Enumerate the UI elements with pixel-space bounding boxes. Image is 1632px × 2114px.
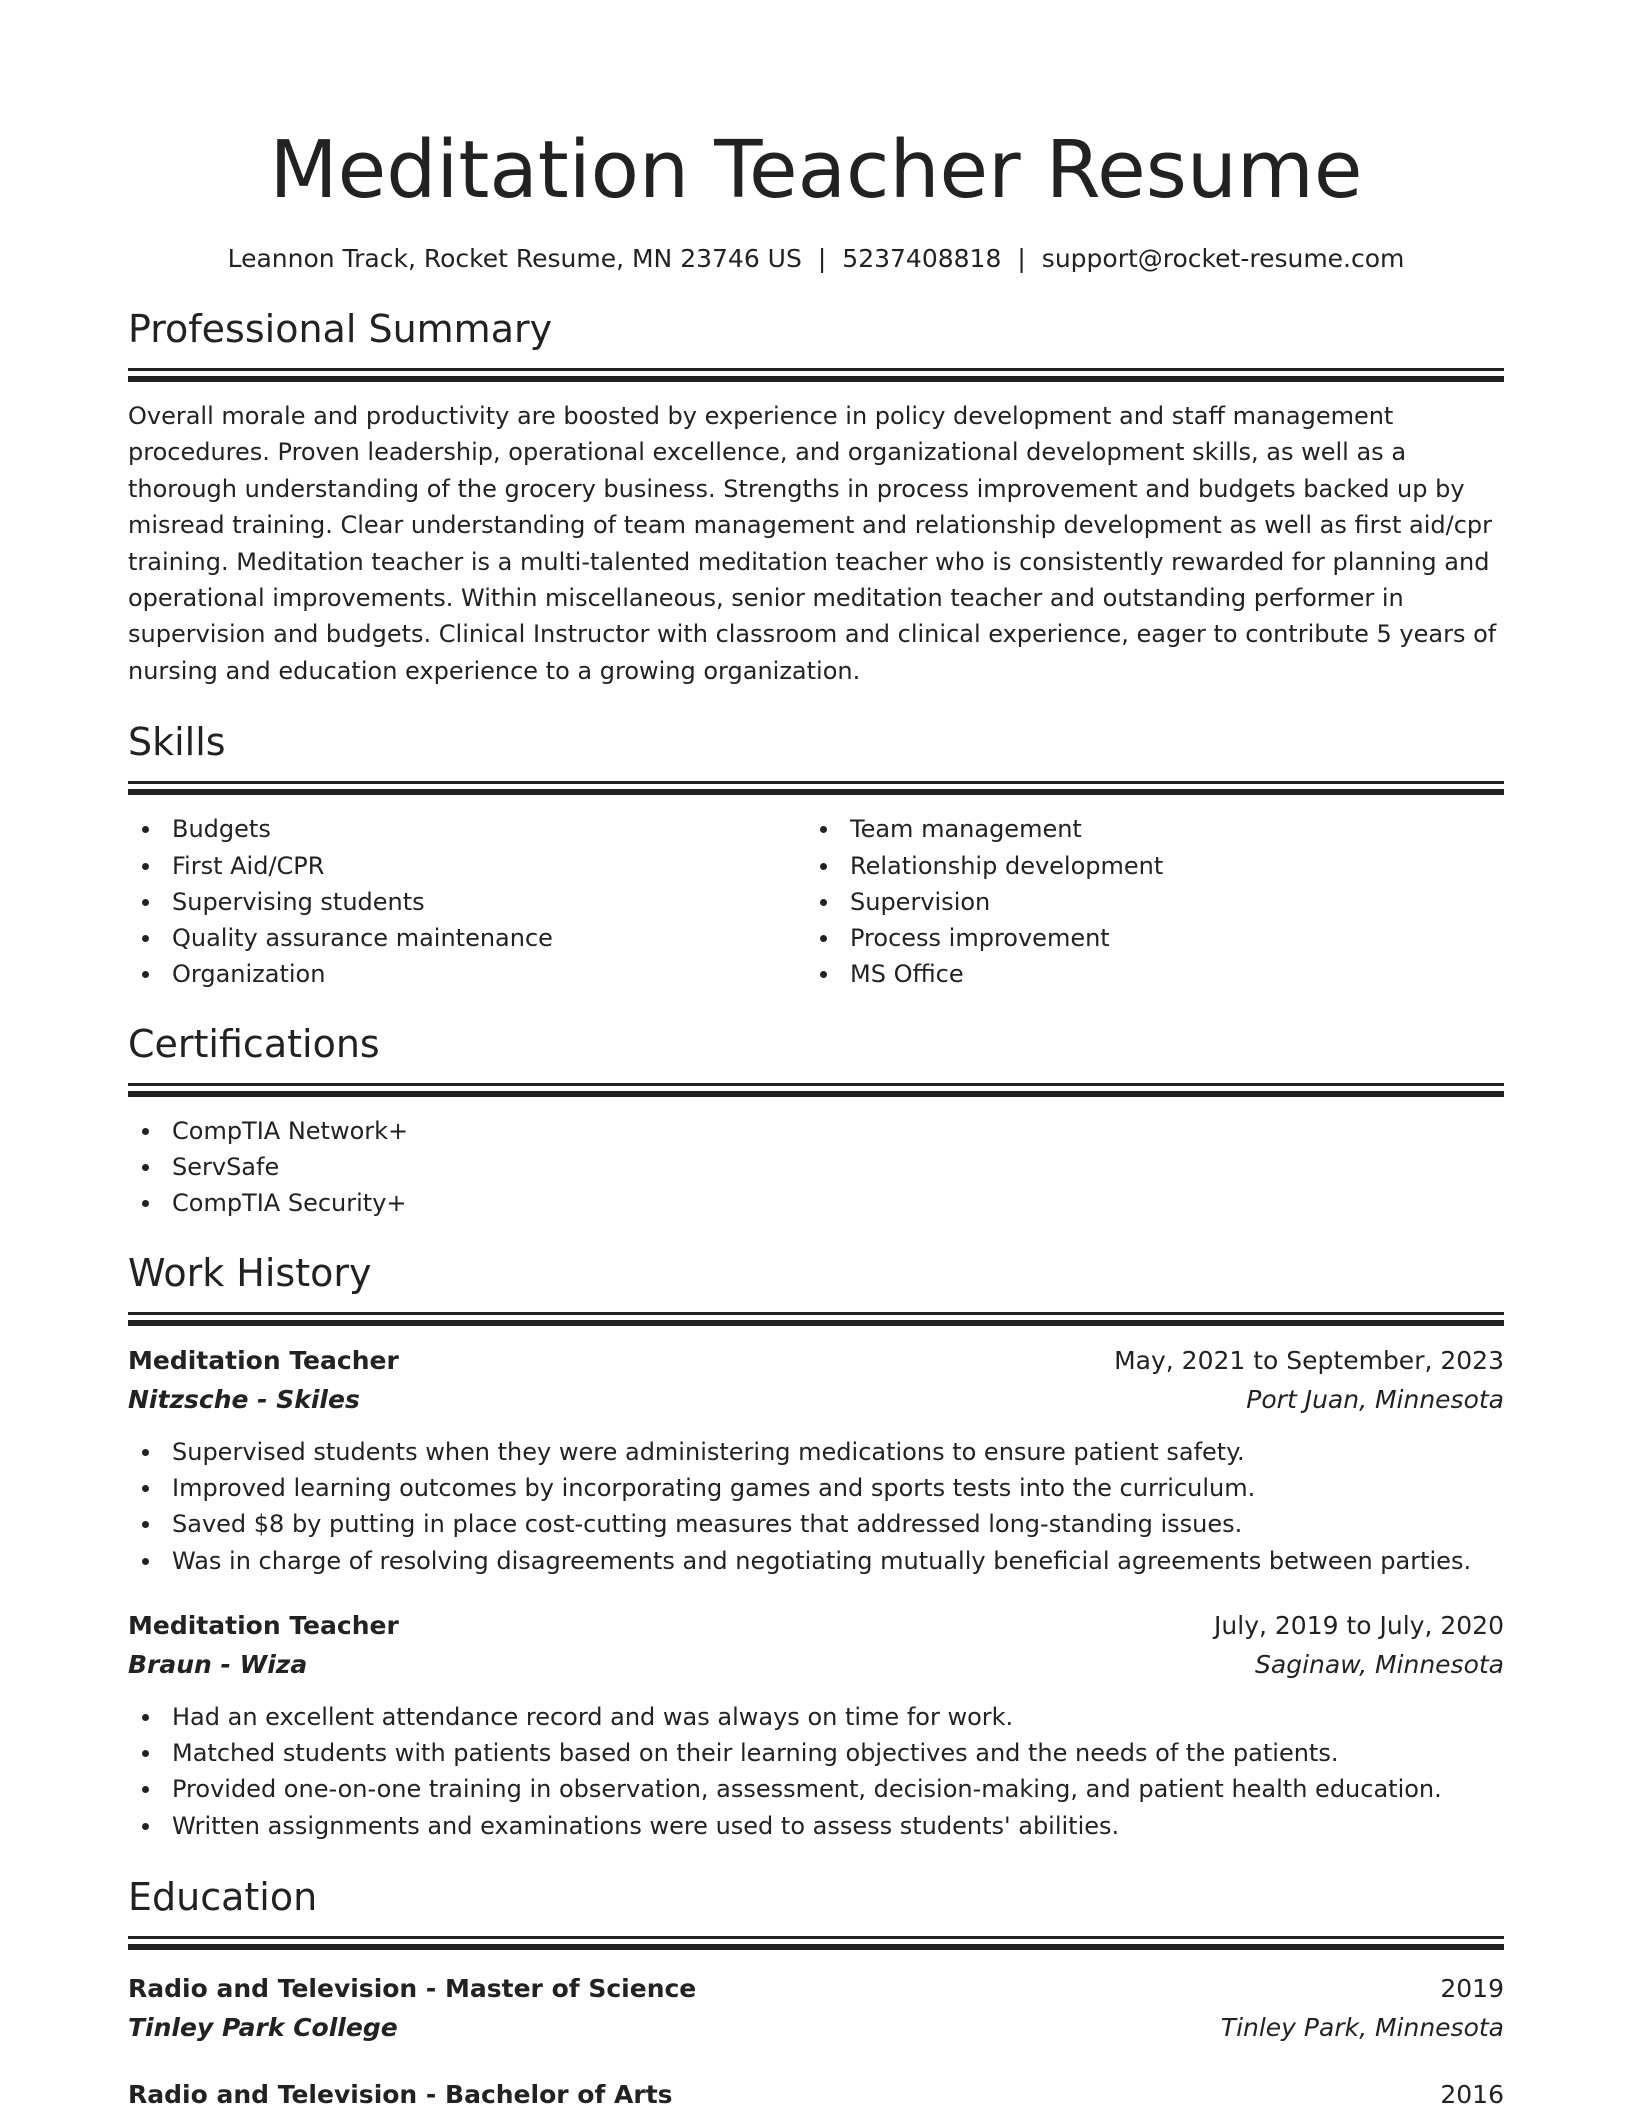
job-entry bbox=[128, 1342, 1504, 1579]
skill-item: First Aid/CPR bbox=[128, 848, 806, 884]
contact-email: support@rocket-resume.com bbox=[1041, 244, 1405, 273]
contact-phone: 5237408818 bbox=[842, 244, 1002, 273]
section-heading: Work History bbox=[128, 1250, 372, 1295]
skill-item: MS Office bbox=[806, 956, 1484, 992]
job-bullet: Provided one-on-one training in observation, assessment, decision-making, and patient health education. bbox=[128, 1771, 1504, 1807]
skill-item: Team management bbox=[806, 811, 1484, 847]
education-entry bbox=[128, 1970, 1504, 2048]
job-title: Meditation Teacher bbox=[128, 1345, 399, 1375]
contact-address: Leannon Track, Rocket Resume, MN 23746 US bbox=[227, 244, 802, 273]
degree-title: Radio and Television - Bachelor of Arts bbox=[128, 2080, 673, 2109]
work-history-section bbox=[128, 1248, 1504, 1844]
summary-section bbox=[128, 304, 1504, 689]
job-header bbox=[128, 1607, 1504, 1645]
job-bullet: Supervised students when they were administering medications to ensure patient safety. bbox=[128, 1434, 1504, 1470]
job-bullet: Saved $8 by putting in place cost-cutting measures that addressed long-standing issues. bbox=[128, 1506, 1504, 1542]
certification-item: CompTIA Network+ bbox=[128, 1113, 1504, 1149]
job-entry bbox=[128, 1607, 1504, 1844]
certifications-section bbox=[128, 1019, 1504, 1222]
section-divider bbox=[128, 1312, 1504, 1328]
school-location: Tinley Park, Minnesota bbox=[1220, 2013, 1504, 2042]
skills-section bbox=[128, 717, 1504, 992]
job-header bbox=[128, 1342, 1504, 1380]
skill-item: Quality assurance maintenance bbox=[128, 920, 806, 956]
job-bullet: Improved learning outcomes by incorporating games and sports tests into the curriculum. bbox=[128, 1470, 1504, 1506]
job-title: Meditation Teacher bbox=[128, 1610, 399, 1640]
company-name: Braun - Wiza bbox=[128, 1649, 308, 1679]
certification-item: CompTIA Security+ bbox=[128, 1185, 1504, 1221]
job-bullets bbox=[128, 1434, 1504, 1579]
page-title: Meditation Teacher Resume bbox=[269, 124, 1363, 216]
section-divider bbox=[128, 1083, 1504, 1099]
education-entry bbox=[128, 2076, 1504, 2114]
education-section bbox=[128, 1872, 1504, 2114]
education-header bbox=[128, 2076, 1504, 2114]
section-heading: Education bbox=[128, 1875, 318, 1919]
skill-item: Budgets bbox=[128, 811, 806, 847]
job-bullet: Matched students with patients based on their learning objectives and the needs of the patients. bbox=[128, 1735, 1504, 1771]
section-divider bbox=[128, 781, 1504, 797]
skill-item: Supervising students bbox=[128, 884, 806, 920]
skill-item: Organization bbox=[128, 956, 806, 992]
section-heading: Professional Summary bbox=[128, 307, 553, 351]
separator: | bbox=[817, 244, 827, 273]
skills-list-left bbox=[128, 811, 806, 992]
graduation-year: 2016 bbox=[1440, 2080, 1504, 2109]
skill-item: Relationship development bbox=[806, 848, 1484, 884]
job-location: Saginaw, Minnesota bbox=[1255, 1649, 1504, 1679]
school-name: Tinley Park College bbox=[128, 2013, 398, 2042]
graduation-year: 2019 bbox=[1440, 1974, 1504, 2003]
job-bullet: Was in charge of resolving disagreements and negotiating mutually beneficial agreements between parties. bbox=[128, 1543, 1504, 1579]
skills-list-right bbox=[806, 811, 1484, 992]
skills-columns bbox=[128, 811, 1504, 992]
skill-item: Supervision bbox=[806, 884, 1484, 920]
job-subheader bbox=[128, 1645, 1504, 1685]
section-divider bbox=[128, 1936, 1504, 1952]
education-header bbox=[128, 1970, 1504, 2008]
skill-item: Process improvement bbox=[806, 920, 1484, 956]
company-name: Nitzsche - Skiles bbox=[128, 1384, 360, 1414]
separator: | bbox=[1017, 244, 1026, 273]
degree-title: Radio and Television - Master of Science bbox=[128, 1974, 697, 2003]
job-subheader bbox=[128, 1380, 1504, 1420]
summary-text: Overall morale and productivity are boosted by experience in policy development and staff management procedures. Proven leadership, operational excellence, and organizational development skills, as well as a thorough understanding of the grocery business. Strengths in process improvement and budgets backed up by misread training. Clear understanding of team management and relationship development as well as first aid/cpr training. Meditation teacher is a multi-talented meditation teacher who is consistently rewarded for planning and operational improvements. Within miscellaneous, senior meditation teacher and outstanding performer in supervision and budgets. Clinical Instructor with classroom and clinical experience, eager to contribute 5 years of nursing and education experience to a growing organization. bbox=[128, 402, 1497, 685]
certification-item: ServSafe bbox=[128, 1149, 1504, 1185]
certifications-list bbox=[128, 1113, 1504, 1222]
job-dates: July, 2019 to July, 2020 bbox=[1214, 1610, 1504, 1640]
job-bullet: Had an excellent attendance record and was always on time for work. bbox=[128, 1699, 1504, 1735]
section-heading: Skills bbox=[128, 720, 226, 765]
contact-line bbox=[128, 242, 1504, 276]
education-subheader bbox=[128, 2008, 1504, 2048]
job-dates: May, 2021 to September, 2023 bbox=[1114, 1345, 1504, 1375]
section-heading: Certifications bbox=[128, 1021, 380, 1066]
job-location: Port Juan, Minnesota bbox=[1246, 1384, 1504, 1414]
job-bullet: Written assignments and examinations were used to assess students' abilities. bbox=[128, 1808, 1504, 1844]
section-divider bbox=[128, 368, 1504, 384]
job-bullets bbox=[128, 1699, 1504, 1844]
